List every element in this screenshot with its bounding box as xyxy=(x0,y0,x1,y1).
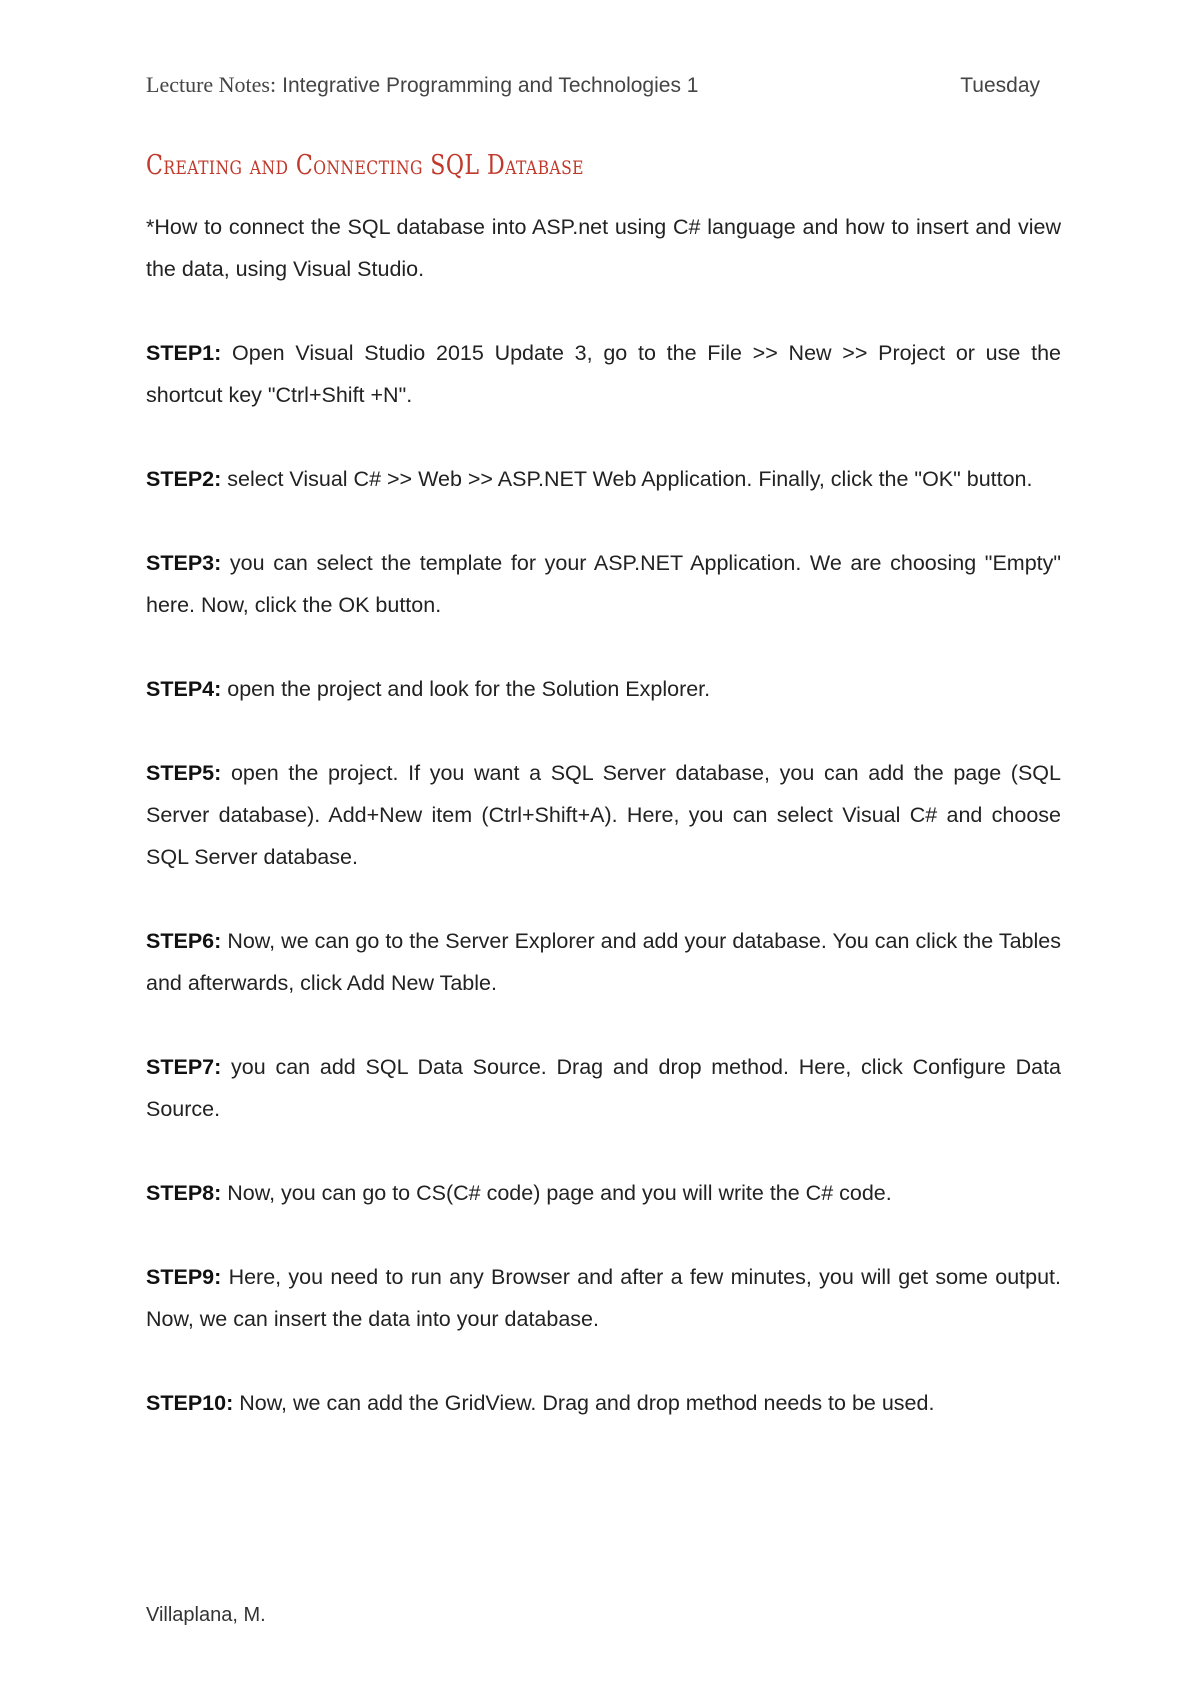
step-text: open the project. If you want a SQL Server database, you can add the page (SQL Server database). Add+New item (Ctrl+Shift+A). Here, you can select Visual C# and choose SQL Server database. xyxy=(146,761,1061,869)
step-2 xyxy=(146,458,1061,500)
step-4 xyxy=(146,668,1061,710)
header-day: Tuesday xyxy=(960,74,1040,97)
step-text: Open Visual Studio 2015 Update 3, go to the File >> New >> Project or use the shortcut key "Ctrl+Shift +N". xyxy=(146,341,1061,407)
header-subject: Integrative Programming and Technologies 1 xyxy=(282,74,699,97)
step-label: STEP5: xyxy=(146,761,222,785)
step-8 xyxy=(146,1172,1061,1214)
step-text: Now, we can add the GridView. Drag and drop method needs to be used. xyxy=(239,1391,935,1415)
document-body xyxy=(146,206,1061,1424)
step-label: STEP10: xyxy=(146,1391,234,1415)
step-label: STEP1: xyxy=(146,341,222,365)
step-text: Now, we can go to the Server Explorer and add your database. You can click the Tables and afterwards, click Add New Table. xyxy=(146,929,1061,995)
step-6 xyxy=(146,920,1061,1004)
step-text: you can add SQL Data Source. Drag and drop method. Here, click Configure Data Source. xyxy=(146,1055,1061,1121)
step-label: STEP7: xyxy=(146,1055,222,1079)
page-footer-author: Villaplana, M. xyxy=(146,1604,266,1626)
document-title: Creating and Connecting SQL Database xyxy=(146,150,584,181)
step-9 xyxy=(146,1256,1061,1340)
step-text: Now, you can go to CS(C# code) page and you will write the C# code. xyxy=(227,1181,892,1205)
step-text: open the project and look for the Solution Explorer. xyxy=(227,677,711,701)
step-label: STEP2: xyxy=(146,467,222,491)
step-1 xyxy=(146,332,1061,416)
header-course xyxy=(146,72,698,98)
step-label: STEP4: xyxy=(146,677,222,701)
step-7 xyxy=(146,1046,1061,1130)
step-label: STEP6: xyxy=(146,929,222,953)
page-header xyxy=(146,72,1040,98)
intro-paragraph: *How to connect the SQL database into ASP.net using C# language and how to insert and view the data, using Visual Studio. xyxy=(146,215,1061,281)
step-5 xyxy=(146,752,1061,878)
step-3 xyxy=(146,542,1061,626)
step-text: select Visual C# >> Web >> ASP.NET Web Application. Finally, click the "OK" button. xyxy=(227,467,1033,491)
step-label: STEP9: xyxy=(146,1265,222,1289)
step-10 xyxy=(146,1382,976,1424)
step-text: you can select the template for your ASP.NET Application. We are choosing "Empty" here. Now, click the OK button. xyxy=(146,551,1062,617)
step-label: STEP3: xyxy=(146,551,222,575)
step-text: Here, you need to run any Browser and after a few minutes, you will get some output. Now, we can insert the data into your database. xyxy=(146,1265,1061,1331)
step-label: STEP8: xyxy=(146,1181,222,1205)
header-lecture-label: Lecture Notes: xyxy=(146,72,277,97)
